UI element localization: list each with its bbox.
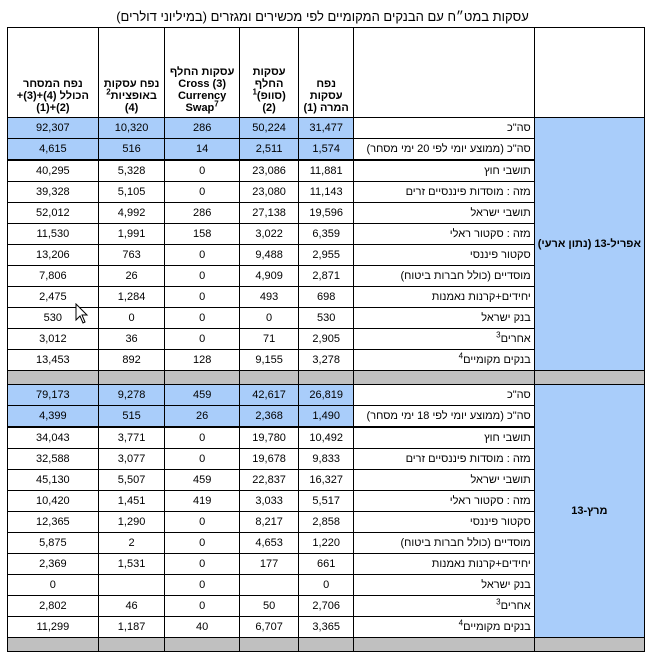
sector-label-text: סקטור פיננסי xyxy=(469,249,531,261)
value-cell: 2,368 xyxy=(239,406,299,428)
period-label: אפריל-13 (נתון ארעי) xyxy=(534,118,644,371)
separator-cell xyxy=(353,371,534,385)
value-cell: 11,881 xyxy=(299,160,354,182)
separator-cell xyxy=(165,371,239,385)
value-cell: 36 xyxy=(98,329,165,350)
sector-label-text: יחידים+קרנות נאמנות xyxy=(431,558,531,570)
sector-label xyxy=(353,182,534,203)
value-cell: 26 xyxy=(165,406,239,428)
value-cell: 0 xyxy=(165,533,239,554)
value-cell: 0 xyxy=(165,245,239,266)
value-cell: 23,086 xyxy=(239,160,299,182)
value-cell: 79,173 xyxy=(8,385,99,406)
value-cell: 1,187 xyxy=(98,617,165,638)
value-cell: 698 xyxy=(299,287,354,308)
header-options-label: נפח עסקות באופציות xyxy=(103,78,160,102)
header-sector xyxy=(353,28,534,118)
separator-cell xyxy=(534,638,644,652)
value-cell: 0 xyxy=(239,308,299,329)
value-cell: 2 xyxy=(98,533,165,554)
value-cell: 40 xyxy=(165,617,239,638)
value-cell: 0 xyxy=(165,427,239,449)
header-row xyxy=(8,28,645,118)
value-cell: 71 xyxy=(239,329,299,350)
value-cell: 1,290 xyxy=(98,512,165,533)
value-cell: 32,588 xyxy=(8,449,99,470)
value-cell: 2,802 xyxy=(8,596,99,617)
separator-cell xyxy=(239,638,299,652)
sector-label xyxy=(353,287,534,308)
sector-label xyxy=(353,406,534,428)
value-cell: 45,130 xyxy=(8,470,99,491)
value-cell: 286 xyxy=(165,203,239,224)
value-cell: 19,780 xyxy=(239,427,299,449)
value-cell: 4,615 xyxy=(8,139,99,161)
header-period xyxy=(534,28,644,118)
value-cell: 661 xyxy=(299,554,354,575)
value-cell: 0 xyxy=(165,596,239,617)
footnote-marker: 3 xyxy=(496,330,501,340)
value-cell: 9,488 xyxy=(239,245,299,266)
value-cell: 0 xyxy=(165,575,239,596)
sector-label-text: סה"כ xyxy=(506,389,531,401)
value-cell: 0 xyxy=(165,329,239,350)
sector-label xyxy=(353,350,534,371)
sector-label xyxy=(353,245,534,266)
value-cell: 3,033 xyxy=(239,491,299,512)
header-spot: נפח עסקות המרה (1) xyxy=(299,28,354,118)
period-label: מרץ-13 xyxy=(534,385,644,638)
value-cell: 46 xyxy=(98,596,165,617)
sector-label xyxy=(353,617,534,638)
value-cell: 530 xyxy=(299,308,354,329)
value-cell: 5,328 xyxy=(98,160,165,182)
value-cell: 11,299 xyxy=(8,617,99,638)
value-cell: 0 xyxy=(165,160,239,182)
value-cell: 5,517 xyxy=(299,491,354,512)
value-cell: 0 xyxy=(165,308,239,329)
value-cell: 40,295 xyxy=(8,160,99,182)
separator-cell xyxy=(353,638,534,652)
value-cell: 3,022 xyxy=(239,224,299,245)
value-cell: 13,453 xyxy=(8,350,99,371)
sector-label-text: סקטור פיננסי xyxy=(469,516,531,528)
sector-label-text: מוסדיים (כולל חברות ביטוח) xyxy=(400,537,531,549)
fx-transactions-table xyxy=(7,27,645,652)
value-cell: 2,905 xyxy=(299,329,354,350)
header-cross-currency-swap: עסקות החלף Cross (3) Currency Swap$^7$ xyxy=(165,28,239,118)
value-cell xyxy=(239,575,299,596)
separator-cell xyxy=(98,638,165,652)
value-cell: 52,012 xyxy=(8,203,99,224)
value-cell: 4,399 xyxy=(8,406,99,428)
value-cell: 3,365 xyxy=(299,617,354,638)
footnote-marker: 3 xyxy=(496,597,501,607)
value-cell: 177 xyxy=(239,554,299,575)
sector-label xyxy=(353,575,534,596)
value-cell: 1,574 xyxy=(299,139,354,161)
sector-label-text: בנק ישראל xyxy=(481,312,531,324)
sector-label-text: תושבי חוץ xyxy=(484,432,531,444)
value-cell: 0 xyxy=(98,308,165,329)
sector-label xyxy=(353,491,534,512)
value-cell: 11,530 xyxy=(8,224,99,245)
value-cell: 3,012 xyxy=(8,329,99,350)
value-cell: 1,991 xyxy=(98,224,165,245)
value-cell: 19,596 xyxy=(299,203,354,224)
page-title: עסקות במט״ח עם הבנקים המקומיים לפי מכשירים ומגזרים (במיליוני דולרים) xyxy=(116,9,529,24)
footnote-marker: 4 xyxy=(458,351,464,361)
sector-label xyxy=(353,533,534,554)
value-cell: 0 xyxy=(165,449,239,470)
mouse-cursor-icon xyxy=(75,303,89,325)
sector-label-text: תושבי ישראל xyxy=(470,474,531,486)
sector-label xyxy=(353,160,534,182)
value-cell: 22,837 xyxy=(239,470,299,491)
sector-label xyxy=(353,427,534,449)
sector-label xyxy=(353,118,534,139)
value-cell: 763 xyxy=(98,245,165,266)
value-cell: 23,080 xyxy=(239,182,299,203)
value-cell: 1,451 xyxy=(98,491,165,512)
value-cell: 5,875 xyxy=(8,533,99,554)
value-cell: 2,858 xyxy=(299,512,354,533)
footnote-marker: 4 xyxy=(458,618,464,628)
sector-label-text: בנקים מקומיים xyxy=(463,621,531,633)
value-cell: 6,707 xyxy=(239,617,299,638)
sector-label xyxy=(353,385,534,406)
value-cell: 516 xyxy=(98,139,165,161)
sector-label xyxy=(353,329,534,350)
value-cell: 0 xyxy=(165,266,239,287)
separator-cell xyxy=(98,371,165,385)
value-cell: 8,217 xyxy=(239,512,299,533)
value-cell: 50 xyxy=(239,596,299,617)
value-cell: 10,420 xyxy=(8,491,99,512)
sector-label xyxy=(353,449,534,470)
value-cell: 892 xyxy=(98,350,165,371)
value-cell: 1,284 xyxy=(98,287,165,308)
value-cell: 50,224 xyxy=(239,118,299,139)
value-cell: 459 xyxy=(165,385,239,406)
value-cell: 9,278 xyxy=(98,385,165,406)
value-cell: 10,492 xyxy=(299,427,354,449)
value-cell: 16,327 xyxy=(299,470,354,491)
sector-label xyxy=(353,203,534,224)
value-cell: 2,369 xyxy=(8,554,99,575)
sector-label-text: מזה : מוסדות פיננסיים זרים xyxy=(405,453,531,465)
value-cell: 1,531 xyxy=(98,554,165,575)
value-cell: 1,220 xyxy=(299,533,354,554)
header-options: נפח עסקות באופציות$^2$ (4) xyxy=(98,28,165,118)
header-total-volume: נפח המסחר הכולל (4)+(3)+(2)+(1) xyxy=(8,28,99,118)
value-cell: 0 xyxy=(165,182,239,203)
value-cell: 39,328 xyxy=(8,182,99,203)
value-cell: 10,320 xyxy=(98,118,165,139)
separator-cell xyxy=(239,371,299,385)
sector-label-text: מזה : סקטור ראלי xyxy=(449,228,531,240)
section-separator xyxy=(8,371,645,385)
sector-label-text: אחרים xyxy=(500,600,531,612)
sector-label-text: סה"כ (ממוצע יומי לפי 18 ימי מסחר) xyxy=(366,410,531,422)
value-cell: 0 xyxy=(8,575,99,596)
value-cell: 0 xyxy=(165,512,239,533)
sector-label-text: מזה : מוסדות פיננסיים זרים xyxy=(405,186,531,198)
sector-label-text: בנק ישראל xyxy=(481,579,531,591)
value-cell: 9,155 xyxy=(239,350,299,371)
header-swap: עסקות החלף (סוופ)$^1$ (2) xyxy=(239,28,299,118)
sector-label-text: יחידים+קרנות נאמנות xyxy=(431,291,531,303)
value-cell: 14 xyxy=(165,139,239,161)
value-cell: 9,833 xyxy=(299,449,354,470)
value-cell: 5,507 xyxy=(98,470,165,491)
value-cell: 0 xyxy=(165,287,239,308)
value-cell: 3,077 xyxy=(98,449,165,470)
value-cell: 5,105 xyxy=(98,182,165,203)
total-row xyxy=(8,118,645,139)
value-cell: 419 xyxy=(165,491,239,512)
value-cell: 3,278 xyxy=(299,350,354,371)
value-cell xyxy=(98,575,165,596)
value-cell: 27,138 xyxy=(239,203,299,224)
sector-label xyxy=(353,512,534,533)
value-cell: 12,365 xyxy=(8,512,99,533)
value-cell: 4,653 xyxy=(239,533,299,554)
section-separator xyxy=(8,638,645,652)
sector-label-text: מזה : סקטור ראלי xyxy=(449,495,531,507)
separator-cell xyxy=(8,638,99,652)
value-cell: 2,706 xyxy=(299,596,354,617)
separator-cell xyxy=(534,371,644,385)
value-cell: 7,806 xyxy=(8,266,99,287)
value-cell: 128 xyxy=(165,350,239,371)
value-cell: 19,678 xyxy=(239,449,299,470)
value-cell: 515 xyxy=(98,406,165,428)
value-cell: 11,143 xyxy=(299,182,354,203)
value-cell: 286 xyxy=(165,118,239,139)
value-cell: 158 xyxy=(165,224,239,245)
sector-label xyxy=(353,139,534,161)
value-cell: 4,992 xyxy=(98,203,165,224)
total-row xyxy=(8,385,645,406)
sector-label xyxy=(353,596,534,617)
sector-label-text: סה"כ xyxy=(506,122,531,134)
value-cell: 2,955 xyxy=(299,245,354,266)
sector-label xyxy=(353,470,534,491)
value-cell: 0 xyxy=(299,575,354,596)
value-cell: 26,819 xyxy=(299,385,354,406)
sector-label-text: בנקים מקומיים xyxy=(463,354,531,366)
value-cell: 530 xyxy=(8,308,99,329)
separator-cell xyxy=(8,371,99,385)
value-cell: 92,307 xyxy=(8,118,99,139)
value-cell: 3,771 xyxy=(98,427,165,449)
separator-cell xyxy=(299,638,354,652)
sector-label-text: מוסדיים (כולל חברות ביטוח) xyxy=(400,270,531,282)
value-cell: 4,909 xyxy=(239,266,299,287)
value-cell: 1,490 xyxy=(299,406,354,428)
value-cell: 26 xyxy=(98,266,165,287)
separator-cell xyxy=(165,638,239,652)
sector-label xyxy=(353,266,534,287)
sector-label xyxy=(353,554,534,575)
value-cell: 0 xyxy=(165,554,239,575)
value-cell: 34,043 xyxy=(8,427,99,449)
value-cell: 13,206 xyxy=(8,245,99,266)
value-cell: 6,359 xyxy=(299,224,354,245)
value-cell: 2,511 xyxy=(239,139,299,161)
sector-label-text: סה"כ (ממוצע יומי לפי 20 ימי מסחר) xyxy=(366,143,531,155)
separator-cell xyxy=(299,371,354,385)
sector-label xyxy=(353,308,534,329)
sector-label xyxy=(353,224,534,245)
value-cell: 2,475 xyxy=(8,287,99,308)
sector-label-text: תושבי חוץ xyxy=(484,165,531,177)
sector-label-text: אחרים xyxy=(500,333,531,345)
value-cell: 42,617 xyxy=(239,385,299,406)
value-cell: 493 xyxy=(239,287,299,308)
value-cell: 459 xyxy=(165,470,239,491)
value-cell: 2,871 xyxy=(299,266,354,287)
value-cell: 31,477 xyxy=(299,118,354,139)
sector-label-text: תושבי ישראל xyxy=(470,207,531,219)
